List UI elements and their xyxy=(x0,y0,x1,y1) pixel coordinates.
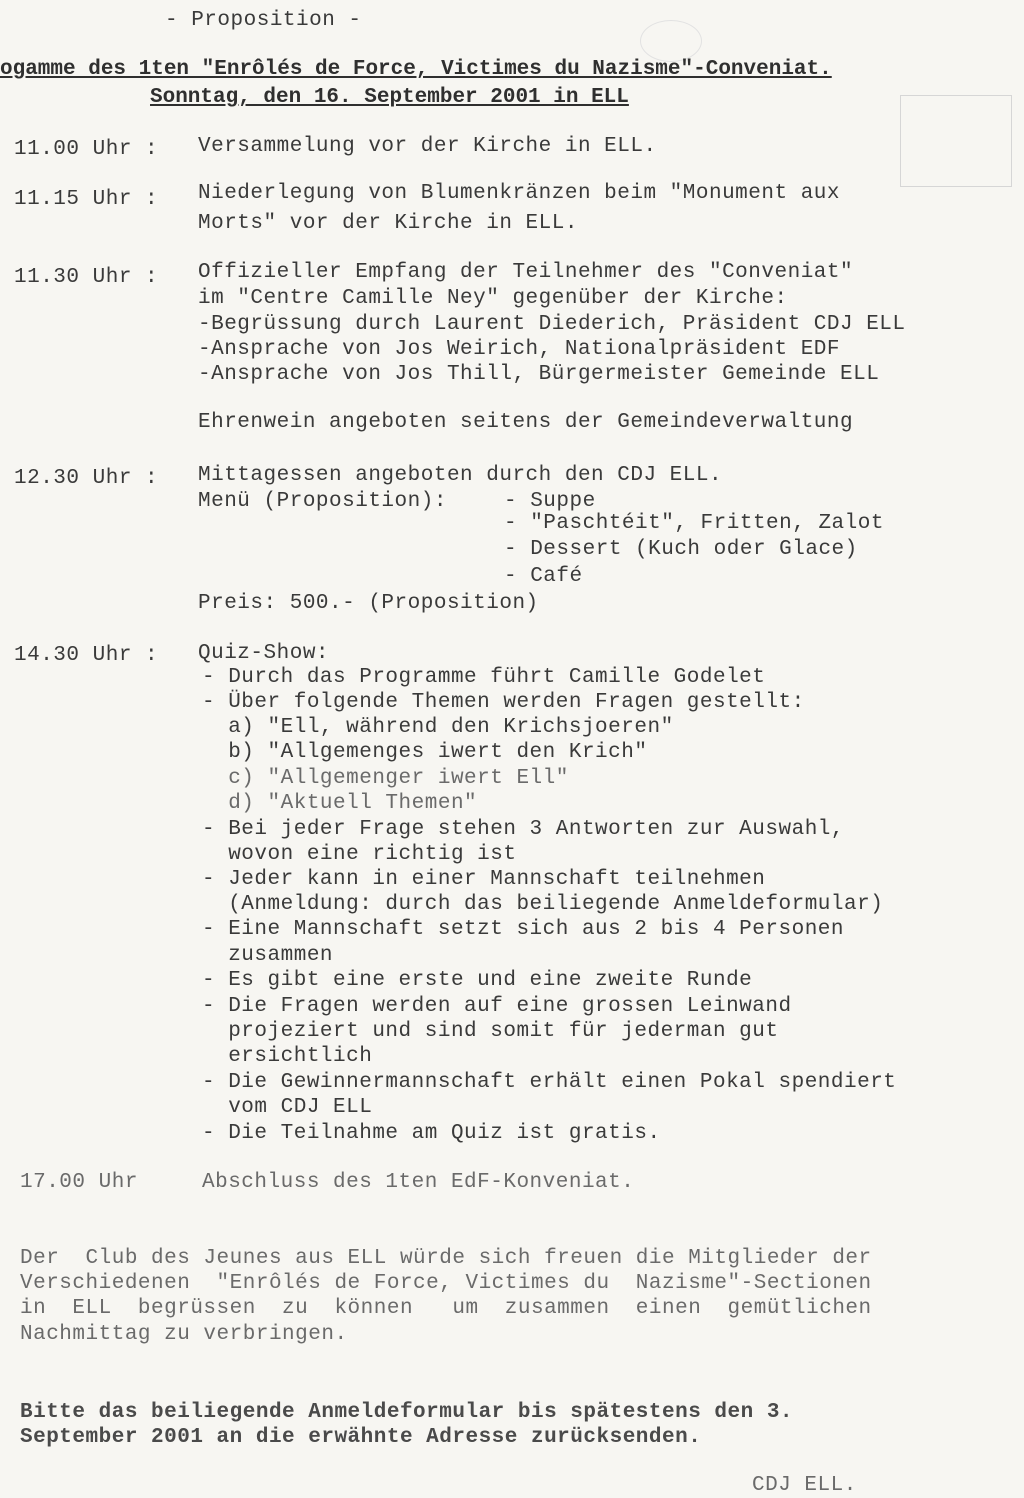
quiz-line: - Jeder kann in einer Mannschaft teilnehmen xyxy=(202,868,766,891)
menu-label: Menü (Proposition): xyxy=(198,490,447,513)
item-1700-line: Abschluss des 1ten EdF-Konveniat. xyxy=(202,1171,635,1194)
quiz-line: zusammen xyxy=(202,944,334,967)
menu-item: - Suppe xyxy=(504,490,596,513)
request-line: Bitte das beiliegende Anmeldeformular bis spätestens den 3. xyxy=(20,1401,794,1424)
time-1115: 11.15 Uhr : xyxy=(14,188,159,211)
closing-paragraph-line: Nachmittag zu verbringen. xyxy=(20,1323,348,1346)
item-1130-line: -Ansprache von Jos Thill, Bürgermeister Gemeinde ELL xyxy=(198,363,880,386)
item-1115-line: Morts" vor der Kirche in ELL. xyxy=(198,212,578,235)
quiz-line: - Durch das Programme führt Camille Godelet xyxy=(202,666,766,689)
item-1130-line: -Ansprache von Jos Weirich, Nationalpräsident EDF xyxy=(198,338,841,361)
quiz-line: b) "Allgemenges iwert den Krich" xyxy=(202,741,648,764)
closing-paragraph-line: in ELL begrüssen zu können um zusammen einen gemütlichen xyxy=(20,1297,872,1320)
request-line: September 2001 an die erwähnte Adresse zurücksenden. xyxy=(20,1426,702,1449)
menu-item: - "Paschtéit", Fritten, Zalot xyxy=(504,512,884,535)
menu-price: Preis: 500.- (Proposition) xyxy=(198,592,539,615)
quiz-line: c) "Allgemenger iwert Ell" xyxy=(202,767,569,790)
quiz-line: - Die Fragen werden auf eine grossen Leinwand xyxy=(202,995,792,1018)
proposition-header: - Proposition - xyxy=(165,9,362,32)
quiz-line: a) "Ell, während den Krichsjoeren" xyxy=(202,716,674,739)
quiz-line: ersichtlich xyxy=(202,1045,373,1068)
item-1230-line: Mittagessen angeboten durch den CDJ ELL. xyxy=(198,464,723,487)
quiz-line: projeziert und sind somit für jederman gut xyxy=(202,1020,779,1043)
quiz-line: vom CDJ ELL xyxy=(202,1096,373,1119)
menu-item: - Café xyxy=(504,565,583,588)
quiz-line: - Die Teilnahme am Quiz ist gratis. xyxy=(202,1122,661,1145)
title-line-2: Sonntag, den 16. September 2001 in ELL xyxy=(150,86,629,109)
item-1100-line: Versammelung vor der Kirche in ELL. xyxy=(198,135,657,158)
quiz-line: - Eine Mannschaft setzt sich aus 2 bis 4 Personen xyxy=(202,918,845,941)
quiz-line: (Anmeldung: durch das beiliegende Anmeldeformular) xyxy=(202,893,884,916)
item-1130-note: Ehrenwein angeboten seitens der Gemeindeverwaltung xyxy=(198,411,854,434)
time-1430: 14.30 Uhr : xyxy=(14,644,159,667)
quiz-line: - Es gibt eine erste und eine zweite Runde xyxy=(202,969,753,992)
quiz-line: - Über folgende Themen werden Fragen gestellt: xyxy=(202,691,805,714)
signature: CDJ ELL. xyxy=(752,1474,857,1497)
item-1430-line: Quiz-Show: xyxy=(198,642,330,665)
item-1130-line: -Begrüssung durch Laurent Diederich, Präsident CDJ ELL xyxy=(198,313,906,336)
time-1230: 12.30 Uhr : xyxy=(14,467,159,490)
closing-paragraph-line: Verschiedenen "Enrôlés de Force, Victimes du Nazisme"-Sectionen xyxy=(20,1272,872,1295)
scribble-box-mark xyxy=(900,95,1012,187)
menu-item: - Dessert (Kuch oder Glace) xyxy=(504,538,858,561)
time-1700: 17.00 Uhr xyxy=(20,1171,138,1194)
item-1130-line: Offizieller Empfang der Teilnehmer des "Conveniat" xyxy=(198,261,854,284)
item-1115-line: Niederlegung von Blumenkränzen beim "Monument aux xyxy=(198,182,841,205)
title-line-1: ogamme des 1ten "Enrôlés de Force, Victimes du Nazisme"-Conveniat. xyxy=(0,58,832,81)
quiz-line: d) "Aktuell Themen" xyxy=(202,792,478,815)
quiz-line: - Die Gewinnermannschaft erhält einen Pokal spendiert xyxy=(202,1071,897,1094)
closing-paragraph-line: Der Club des Jeunes aus ELL würde sich freuen die Mitglieder der xyxy=(20,1247,872,1270)
item-1130-line: im "Centre Camille Ney" gegenüber der Kirche: xyxy=(198,287,788,310)
time-1100: 11.00 Uhr : xyxy=(14,138,159,161)
quiz-line: wovon eine richtig ist xyxy=(202,843,517,866)
scribble-circle-mark xyxy=(640,20,702,62)
quiz-line: - Bei jeder Frage stehen 3 Antworten zur Auswahl, xyxy=(202,818,845,841)
time-1130: 11.30 Uhr : xyxy=(14,266,159,289)
